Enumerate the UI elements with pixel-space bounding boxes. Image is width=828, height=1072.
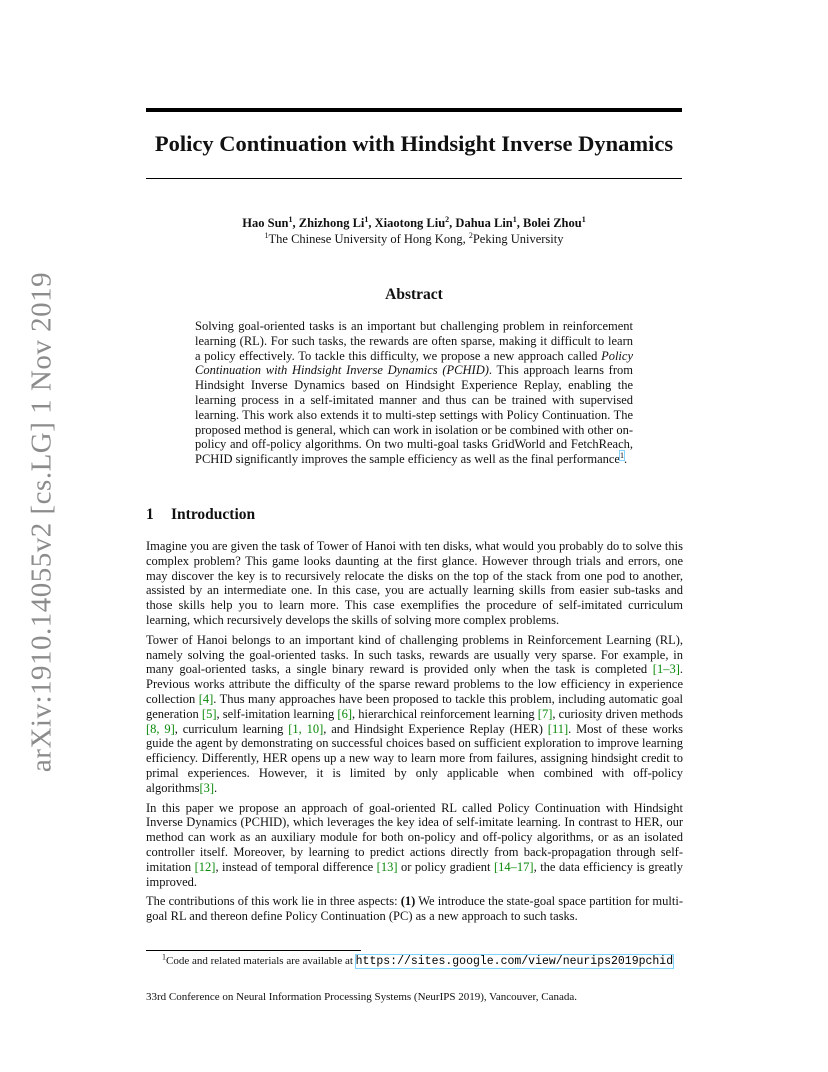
text-run: . Thus many approaches have been proposed to tackle this problem, including automatic goal generation — [146, 691, 683, 721]
text-run: . Most of these works guide the agent by demonstrating on successful choices based on sufficient exploration to improve learning efficiency. Differently, HER opens up a new way to learn more from failures, assigning hindsight credit to primal experiences. However, it is limited by only applicable when combined with off-policy algorithms — [146, 721, 684, 795]
citation-link[interactable]: [13] — [376, 859, 398, 874]
citation-link[interactable]: [1–3] — [652, 662, 680, 677]
citation-link[interactable]: [3] — [199, 780, 215, 795]
citation-link[interactable]: [5] — [201, 706, 217, 721]
author-list: Hao Sun$^1$, Zhizhong Li$^1$, Xiaotong Liu$^2$, Dahua Lin$^1$, Bolei Zhou$^1$ — [242, 214, 586, 230]
paragraph: Imagine you are given the task of Tower of Hanoi with ten disks, what would you probably do to solve this complex problem? This game looks daunting at the first glance. However through trials and errors, one may discover the key is to recursively relocate the disks on the top of the stack from one pod to another, assisted by an intermediate one. In this case, you are actually learning skills from easier sub-tasks and those skills help you to learn more. This case exemplifies the procedure of self-imitated curriculum learning, which recursively develops the skills of solving more complex problems. — [146, 539, 683, 627]
text-run: , and Hindsight Experience Replay (HER) — [323, 721, 548, 736]
author-affil-mark: 1 — [364, 214, 369, 224]
text-run: , self-imitation learning — [216, 706, 338, 721]
section-body — [146, 539, 683, 929]
abstract-text: Solving goal-oriented tasks is an important but challenging problem in reinforcement learning (RL). For such tasks, the rewards are often sparse, making it difficult to learn a policy effectively. To tackle this difficulty, we propose a new approach called Policy Continuation with Hindsight Inverse Dynamics (PCHID). This approach learns from Hindsight Inverse Dynamics based on Hindsight Experience Replay, enabling the learning process in a self-imitated manner and thus can be trained with supervised learning. This work also extends it to multi-step settings with Policy Continuation. The proposed method is general, which can work in isolation or be combined with other on-policy and off-policy algorithms. On two multi-goal tasks GridWorld and FetchReach, PCHID significantly improves the sample efficiency as well as the final performance$^1$. — [195, 319, 633, 467]
affil-mark: 2 — [468, 230, 473, 240]
title-bottom-rule — [146, 178, 682, 179]
author: Hao Sun — [242, 216, 289, 230]
author: Xiaotong Liu — [374, 216, 446, 230]
author: Dahua Lin — [455, 216, 513, 230]
footnote-link[interactable]: 1 — [619, 451, 624, 461]
section-number: 1 — [146, 506, 154, 523]
citation-link[interactable]: [8, 9] — [146, 721, 175, 736]
author-affil-mark: 1 — [581, 214, 586, 224]
text-run: , the data efficiency is greatly improved. — [146, 859, 683, 889]
text-run: , instead of temporal difference — [215, 859, 377, 874]
citation-link[interactable]: [4] — [198, 691, 214, 706]
text-run: , curriculum learning — [174, 721, 289, 736]
abstract-heading: Abstract — [385, 286, 443, 303]
footnote: $^1$Code and related materials are available at https://sites.google.com/view/neurips2019pchid — [162, 952, 674, 968]
conference-note: 33rd Conference on Neural Information Processing Systems (NeurIPS 2019), Vancouver, Canada. — [146, 991, 578, 1003]
affiliation: Peking University — [472, 232, 564, 246]
text-run: . Previous works attribute the difficulty of the sparse reward problems to the low efficiency in experience collection — [146, 662, 683, 706]
footnote-mark: 1 — [162, 952, 166, 962]
text-run: , curiosity driven methods — [552, 706, 683, 721]
author-affil-mark: 2 — [445, 214, 450, 224]
citation-link[interactable]: [6] — [337, 706, 352, 721]
citation-link[interactable]: [14–17] — [494, 859, 534, 874]
paragraph — [146, 801, 683, 890]
footnote-rule — [146, 950, 361, 951]
affiliation: The Chinese University of Hong Kong, — [268, 232, 469, 246]
paragraph — [146, 633, 683, 796]
paper-title: Policy Continuation with Hindsight Inverse Dynamics — [154, 131, 674, 156]
affil-mark: 1 — [264, 230, 269, 240]
citation-link[interactable]: [7] — [537, 706, 553, 721]
citation-link[interactable]: [11] — [547, 721, 569, 736]
code-url-link[interactable]: https://sites.google.com/view/neurips2019pchid — [355, 955, 674, 968]
text-run: Tower of Hanoi belongs to an important kind of challenging problems in Reinforcement Learning (RL), namely solving the goal-oriented tasks. In such tasks, rewards are usually very sparse. For example, in many goal-oriented tasks, a single binary reward is provided only when the task is completed — [146, 632, 683, 677]
paragraph: The contributions of this work lie in three aspects: (1) We introduce the state-goal space partition for multi-goal RL and thereon define Policy Continuation (PC) as a new approach to such tasks. — [146, 894, 683, 924]
author-affil-mark: 1 — [512, 214, 517, 224]
text-run: , hierarchical reinforcement learning — [351, 706, 538, 721]
title-top-rule — [146, 108, 682, 112]
arxiv-identifier: arXiv:1910.14055v2 [cs.LG] 1 Nov 2019 — [25, 271, 58, 773]
author: Zhizhong Li — [298, 216, 365, 230]
affiliations — [146, 231, 682, 247]
citation-link[interactable]: [1, 10] — [288, 721, 324, 736]
author: Bolei Zhou — [523, 216, 582, 230]
text-run: In this paper we propose an approach of goal-oriented RL called Policy Continuation with Hindsight Inverse Dynamics (PCHID), which leverages the key idea of self-imitate learning. In contrast to HER, our method can work as an auxiliary module for both on-policy and off-policy algorithms, or as an isolated controller itself. Moreover, by learning to predict actions directly from back-propagation through self-imitation — [146, 800, 683, 874]
section-heading — [146, 506, 255, 524]
citation-link[interactable]: [12] — [194, 859, 216, 874]
text-run: . — [214, 780, 218, 795]
author-affil-mark: 1 — [288, 214, 293, 224]
text-run: or policy gradient — [397, 859, 495, 874]
section-title: Introduction — [171, 506, 256, 523]
